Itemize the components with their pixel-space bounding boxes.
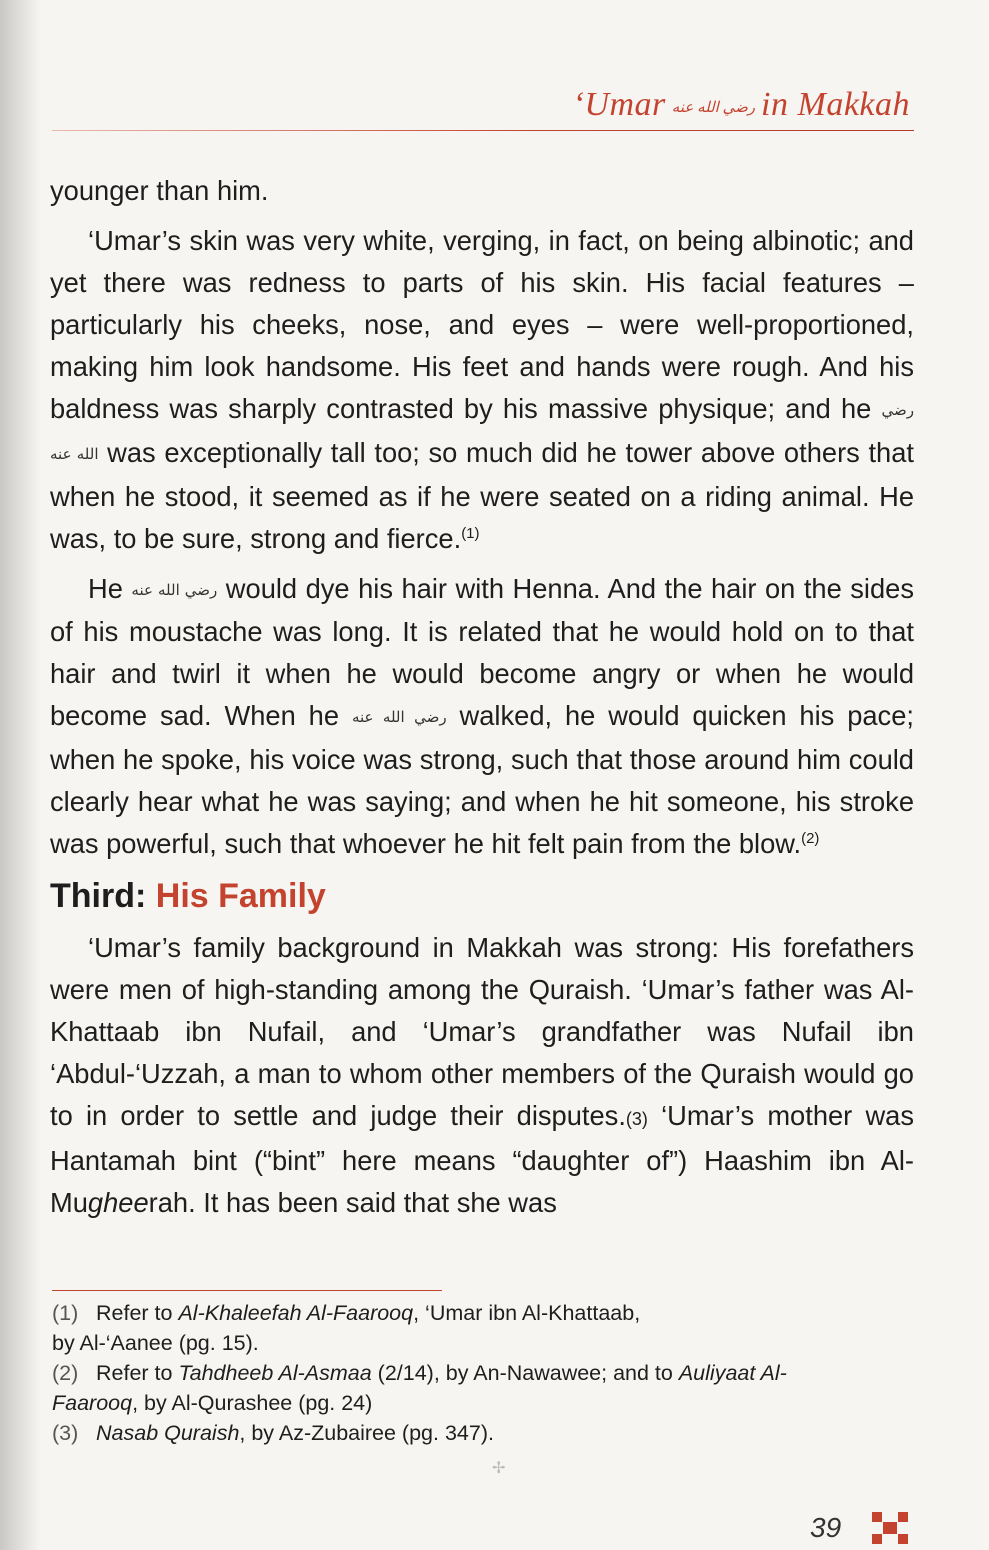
footnote-2-title2: Auliyaat Al-	[678, 1361, 787, 1385]
footnote-3-title: Nasab Quraish	[96, 1421, 240, 1445]
paragraph-1: younger than him.	[50, 175, 269, 206]
section-title: His Family	[155, 877, 326, 916]
header-honorific: رضي الله عنه	[671, 99, 756, 116]
corner-ornament-icon	[872, 1512, 908, 1544]
ornament-flourish-icon: ✢	[492, 1460, 506, 1477]
footnote-ref-2: (2)	[801, 830, 820, 848]
page-number: 39	[810, 1512, 842, 1543]
footnotes	[52, 1298, 916, 1448]
page-body	[50, 170, 914, 1224]
footnote-1-line2: by Al-‘Aanee (pg. 15).	[52, 1331, 259, 1355]
footnote-1-post: , ‘Umar ibn Al-Khattaab,	[413, 1301, 641, 1325]
footnote-2-number: (2)	[52, 1361, 79, 1385]
footnote-3-number: (3)	[52, 1421, 79, 1445]
paragraph-2-text: ‘Umar’s skin was very white, verging, in fact, on being albinotic; and yet there was redness to parts of his skin. His facial features – particularly his cheeks, nose, and eyes – were well-proportioned, making him look handsome. His feet and hands were rough. And his baldness was sharply contrasted by his massive physique; and he	[50, 225, 914, 424]
paragraph-3-text-a: He	[88, 572, 123, 604]
honorific-glyph-1: رضي الله عنه	[50, 401, 914, 463]
paragraph-5-text: ‘Umar’s mother was Hantamah bint (“bint” here means “daughter of”) Haashim ibn Al-Mu	[50, 1100, 914, 1219]
footnote-2-line2: , by Al-Qurashee (pg. 24)	[132, 1391, 373, 1415]
header-title-part1: ‘Umar	[572, 86, 666, 123]
footnote-2	[52, 1358, 916, 1418]
paragraph-4-text: ‘Umar’s family background in Makkah was strong: His forefathers were men of high-standing among the Quraish. ‘Umar’s father was Al-Khattaab ibn Nufail, and ‘Umar’s grandfather was Nufail ibn ‘Abdul-‘Uzzah, a man to whom other members of the Quraish would go to in order to settle and judge their disputes.	[50, 932, 914, 1132]
footnote-2-mid: (2/14), by An-Nawawee; and to	[371, 1361, 679, 1385]
footnote-2-line2-title: Faarooq	[52, 1391, 133, 1415]
paragraph-5-end: rah. It has been said that she was	[148, 1187, 557, 1219]
honorific-glyph-2: رضي الله عنه	[131, 581, 218, 599]
paragraph-2-text-b: was exceptionally tall too; so much did he tower above others that when he stood, it seemed as if he were seated on a riding animal. He was, to be sure, strong and fierce.	[50, 436, 914, 554]
footnote-1-number: (1)	[52, 1301, 79, 1325]
footnote-2-pre: Refer to	[96, 1361, 179, 1385]
footnote-1	[52, 1298, 916, 1358]
footnote-ref-3: (3)	[625, 1109, 648, 1130]
paragraph-3-text-b: would dye his hair with Henna. And the hair on the sides of his moustache was long. It is related that he would hold on to that hair and twirl it when he would become angry or when he would become sad. When he	[50, 572, 914, 732]
paragraph-3-text-c: walked, he would quicken his pace; when he spoke, his voice was strong, such that those around him could clearly hear what he was saying; and when he hit someone, his stroke was powerful, such that whoever he hit felt pain from the blow.	[50, 700, 914, 860]
section-heading	[50, 873, 914, 919]
footnote-2-title: Tahdheeb Al-Asmaa	[178, 1361, 372, 1385]
section-label: Third:	[50, 877, 147, 916]
paragraph-2	[50, 220, 914, 560]
footnote-ref-1: (1)	[461, 524, 480, 542]
header-title-part2: in Makkah	[761, 86, 910, 123]
footnote-1-pre: Refer to	[96, 1301, 179, 1325]
footnote-rule	[52, 1290, 442, 1291]
paragraph-4	[50, 927, 914, 1224]
running-header	[560, 86, 910, 124]
footnote-3-post: , by Az-Zubairee (pg. 347).	[239, 1421, 494, 1445]
book-gutter-shadow	[0, 0, 40, 1550]
honorific-glyph-3: رضي الله عنه	[351, 709, 447, 727]
footnote-1-title: Al-Khaleefah Al-Faarooq	[178, 1301, 414, 1325]
paragraph-3	[50, 568, 914, 866]
footnote-3	[52, 1418, 916, 1448]
paragraph-5-italic: ghee	[87, 1187, 149, 1219]
header-rule	[52, 130, 914, 131]
